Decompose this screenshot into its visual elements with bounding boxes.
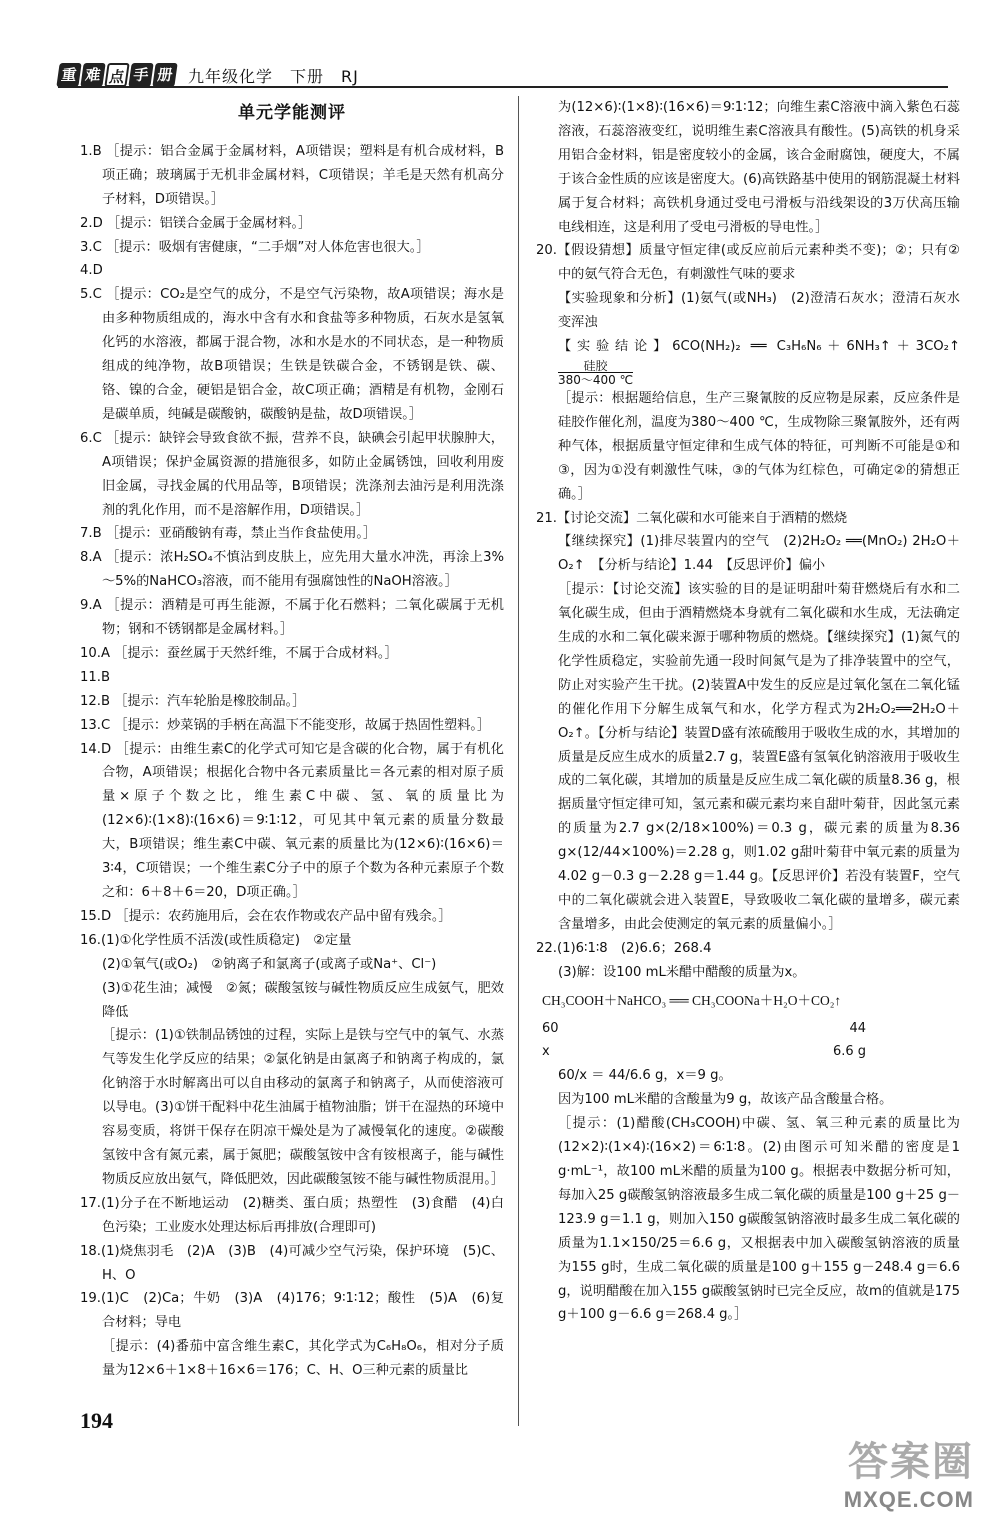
logo-char: 点: [104, 63, 129, 87]
molar-mass-row: [536, 1017, 866, 1041]
answer-hint: ［提示：(1)醋酸(CH₃COOH)中碳、氢、氧三种元素的质量比为(12×2)∶(1×4)∶(16×2)＝6∶1∶8。(2)由图示可知米醋的密度是1 g·mL⁻¹，故100 mL米醋的质量为100 g。根据表中数据分析可知，每加入25 g碳酸氢钠溶液最多生成二氧化碳的质量是100 g＋25 g－123.9 g＝1.1 g，则加入150 g碳酸氢钠溶液时最多生成二氧化碳的质量为1.1×150/25＝6.6 g，又根据表中加入碳酸氢钠溶液的质量为155 g时，生成二氧化碳的质量是100 g＋155 g－248.4 g＝6.6 g，说明醋酸在加入155 g碳酸氢钠时已完全反应，故m的值就是175 g＋100 g－6.6 g＝268.4 g。］: [558, 1116, 960, 1323]
answer-hint: ［提示：根据题给信息，生产三聚氰胺的反应物是尿素，反应条件是硅胶作催化剂，温度为380～400 ℃，生成物除三聚氰胺外，还有两种气体，根据质量守恒定律和生成气体的特征，可判断不可能是①和③，因为①没有刺激性气味，③的气体为红棕色，可确定②的猜想正确。］: [558, 390, 960, 502]
answer-item: 19.(1)C (2)Ca；牛奶 (3)A (4)176；9∶1∶12；酸性 (5)A (6)复合材料；导电: [80, 1291, 504, 1331]
book-title: 九年级化学 下册 RJ: [188, 66, 359, 86]
molar-mass-co2: 44: [849, 1020, 866, 1036]
answer-item: 5.C ［提示：CO₂是空气的成分，不是空气污染物，故A项错误；海水是由多种物质组成的，海水中含有水和食盐等多种物质，石灰水是氢氧化钙的水溶液，都属于混合物，冰和水是水的不同状态，是一种物质组成的纯净物，故B项错误；生铁是铁碳合金，不锈钢是铁、碳、铬、镍的合金，硬铝是铝合金，故C项正确；酒精是有机物，金刚石是碳单质，纯碱是碳酸钠，碳酸钠是盐，故D项错误。］: [80, 287, 504, 422]
answer-hint: 为(12×6)∶(1×8)∶(16×6)＝9∶1∶12；向维生素C溶液中滴入紫色石蕊溶液，石蕊溶液变红，说明维生素C溶液具有酸性。(5)高铁的机身采用铝合金材料，铝是密度较小的金属，该合金耐腐蚀，硬度大，不属于该合金性质的应该是密度大。(6)高铁路基中使用的钢筋混凝土材料属于复合材料；高铁机身通过受电弓滑板与沿线架设的3万伏高压输电线相连，这是利用了受电弓滑板的导电性。］: [558, 100, 960, 235]
answer-item: 9.A ［提示：酒精是可再生能源，不属于化石燃料；二氧化碳属于无机物；钢和不锈钢都是金属材料。］: [80, 598, 504, 638]
answer-item: 18.(1)烧焦羽毛 (2)A (3)B (4)可减少空气污染，保护环境 (5)C、H、O: [80, 1243, 504, 1283]
answer-item: 3.C ［提示：吸烟有害健康，“二手烟”对人体危害也很大。］: [80, 239, 430, 255]
mass-row: [536, 1040, 866, 1064]
answer-item: 2.D ［提示：铝镁合金属于金属材料。］: [80, 215, 312, 231]
page-header: [58, 56, 948, 94]
answer-item: 4.D: [80, 263, 103, 279]
header-rule: [58, 86, 948, 88]
answer-item: 6.C ［提示：缺锌会导致食欲不振，营养不良，缺碘会引起甲状腺肿大，A项错误；保护金属资源的措施很多，如防止金属锈蚀，回收利用废旧金属，寻找金属的代用品等，B项错误；洗涤剂去油污是利用洗涤剂的乳化作用，而不是溶解作用，D项错误。］: [80, 430, 504, 518]
answer-item: 21.【讨论交流】二氧化碳和水可能来自于酒精的燃烧: [536, 510, 848, 526]
logo-char: 难: [80, 63, 105, 87]
watermark-url: MXQE.COM: [843, 1487, 974, 1512]
left-column: [80, 96, 504, 1383]
molar-mass-acid: 60: [542, 1020, 559, 1036]
answer-subitem: (3)解：设100 mL米醋中醋酸的质量为x。: [558, 964, 806, 980]
condition-temperature: 380～400 ℃: [558, 372, 634, 387]
watermark: [844, 1430, 974, 1513]
answer-subitem: (2)①氧气(或O₂) ②钠离子和氯离子(或离子或Na⁺、Cl⁻): [102, 956, 437, 972]
answer-subitem: 【实验现象和分析】(1)氨气(或NH₃) (2)澄清石灰水；澄清石灰水变浑浊: [558, 291, 960, 331]
answer-hint: ［提示：(1)①铁制品锈蚀的过程，实际上是铁与空气中的氧气、水蒸气等发生化学反应的结果；②氯化钠是由氯离子和钠离子构成的，氯化钠溶于水时解离出可以自由移动的氯离子和钠离子，从而使溶液可以导电。(3)①饼干配料中花生油属于植物油脂；饼干在湿热的环境中容易变质，将饼干保存在阴凉干燥处是为了减慢氧化的速度。②碳酸氢铵中含有氮元素，属于氮肥；碳酸氢铵中含有铵根离子，能与碱性物质反应放出氨气，降低肥效，因此碳酸氢铵不能与碱性物质混用。］: [102, 1028, 505, 1187]
answer-subitem: 【继续探究】(1)排尽装置内的空气 (2)2H₂O₂ ══(MnO₂) 2H₂O＋O₂↑ 【分析与结论】1.44 【反思评价】偏小: [558, 534, 960, 574]
answer-item: 10.A ［提示：蚕丝属于天然纤维，不属于合成材料。］: [80, 645, 398, 661]
answer-hint: ［提示：【讨论交流】该实验的目的是证明甜叶菊苷燃烧后有水和二氧化碳生成，但由于酒精燃烧本身就有二氧化碳和水生成，无法确定生成的水和二氧化碳来源于哪种物质的燃烧。【继续探究】(1)氮气的化学性质稳定，实验前先通一段时间氮气是为了排净装置中的空气，防止对实验产生干扰。(2)装置A中发生的反应是过氧化氢在二氧化锰的催化作用下分解生成氧气和水，化学方程式为2H₂O₂══2H₂O＋O₂↑。【分析与结论】装置D盛有浓硫酸用于吸收生成的水，其增加的质量是反应生成水的质量2.7 g，装置E盛有氢氧化钠溶液用于吸收生成的二氧化碳，其增加的质量是反应生成二氧化碳的质量8.36 g，根据质量守恒定律可知，氢元素和碳元素均来自甜叶菊苷，因此氢元素的质量为2.7 g×(2/18×100%)＝0.3 g，碳元素的质量为8.36 g×(12/44×100%)＝2.28 g，则1.02 g甜叶菊苷中氧元素的质量为4.02 g－0.3 g－2.28 g＝1.44 g。【反思评价】若没有装置F，空气中的二氧化碳就会进入装置E，导致吸收二氧化碳的量增多，碳元素含量增多，由此会使测定的氧元素的质量偏小。］: [558, 582, 960, 932]
unknown-mass: x: [542, 1044, 550, 1060]
reaction-equation: 【实验结论】6CO(NH₂)₂ ══ C₃H₆N₆＋6NH₃↑＋3CO₂↑: [558, 339, 960, 355]
answer-item: 11.B: [80, 669, 111, 685]
answer-item: 20.【假设猜想】质量守恒定律(或反应前后元素种类不变)；②；只有②中的氨气符合无色，有刺激性气味的要求: [536, 243, 960, 283]
proportion: 60/x ＝ 44/6.6 g，x＝9 g。: [558, 1068, 732, 1084]
answer-item: 7.B ［提示：亚硝酸钠有毒，禁止当作食盐使用。］: [80, 526, 377, 542]
answer-hint: ［提示：(4)番茄中富含维生素C，其化学式为C₆H₈O₆，相对分子质量为12×6＋1×8＋16×6＝176；C、H、O三种元素的质量比: [102, 1339, 504, 1379]
section-title: 单元学能测评: [238, 103, 346, 123]
page-number: 194: [80, 1408, 113, 1433]
answer-item: 15.D ［提示：农药施用后，会在农作物或农产品中留有残余。］: [80, 908, 452, 924]
logo-char: 册: [152, 63, 177, 87]
logo-char: 重: [56, 63, 81, 87]
condition-catalyst: 硅胶: [583, 358, 608, 373]
answer-item: 13.C ［提示：炒菜锅的手柄在高温下不能变形，故属于热固性塑料。］: [80, 717, 491, 733]
co2-mass: 6.6 g: [832, 1044, 866, 1060]
answer-item: 14.D ［提示：由维生素C的化学式可知它是含碳的化合物，属于有机化合物，A项错误；根据化合物中各元素质量比＝各元素的相对原子质量×原子个数之比，维生素C中碳、氢、氧的质量比为(12×6)∶(1×8)∶(16×6)＝9∶1∶12，可见其中氧元素的质量分数最大，B项错误；维生素C中碳、氧元素的质量比为(12×6)∶(16×6)＝3∶4，C项错误；一个维生素C分子中的原子个数为各种元素原子个数之和：6＋8＋6＝20，D项正确。］: [80, 741, 504, 900]
logo-char: 手: [128, 63, 153, 87]
answer-item: 12.B ［提示：汽车轮胎是橡胶制品。］: [80, 693, 306, 709]
answer-subitem: (3)①花生油；减慢 ②氮；碳酸氢铵与碱性物质反应生成氨气，肥效降低: [102, 980, 504, 1020]
column-divider: [518, 96, 519, 1426]
answer-subitem: [536, 335, 960, 387]
answer-item: 16.(1)①化学性质不活泼(或性质稳定) ②定量: [80, 932, 352, 948]
conclusion: 因为100 mL米醋的含酸量为9 g，故该产品含酸量合格。: [558, 1092, 893, 1108]
reaction-equation: CH₃COOH＋NaHCO₃ ══ CH₃COONa＋H₂O＋CO₂↑: [542, 992, 842, 1008]
watermark-text: 答案圈: [848, 1440, 974, 1484]
answer-item: 17.(1)分子在不断地运动 (2)糖类、蛋白质；热塑性 (3)食醋 (4)白色污染；工业废水处理达标后再排放(合理即可): [80, 1195, 504, 1235]
right-column: [536, 96, 960, 1327]
answer-item: 1.B ［提示：铝合金属于金属材料，A项错误；塑料是有机合成材料，B项正确；玻璃属于无机非金属材料，C项错误；羊毛是天然有机高分子材料，D项错误。］: [80, 143, 504, 207]
answer-item: 22.(1)6∶1∶8 (2)6.6；268.4: [536, 940, 712, 956]
book-logo: [58, 63, 176, 87]
answer-item: 8.A ［提示：浓H₂SO₄不慎沾到皮肤上，应先用大量水冲洗，再涂上3%～5%的NaHCO₃溶液，而不能用有强腐蚀性的NaOH溶液。］: [80, 550, 504, 590]
reaction-condition: [558, 359, 633, 387]
